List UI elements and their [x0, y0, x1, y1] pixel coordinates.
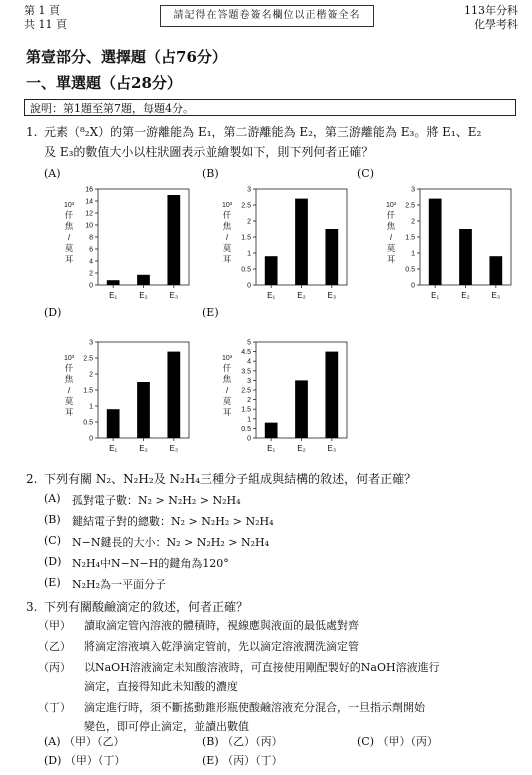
bar [459, 229, 472, 285]
y-axis-label: / [225, 232, 229, 242]
q2-option-text: N−N鍵長的大小：N₂ > N₂H₂ > N₂H₄ [72, 536, 269, 549]
y-tick-label: 1.5 [405, 234, 415, 242]
bar-chart [60, 185, 195, 303]
y-tick-label: 2 [247, 218, 251, 226]
q1-option-e[interactable]: (E) [202, 306, 219, 319]
y-tick-label: 0 [411, 282, 415, 290]
q1-stem-line2: 及 E₃的數值大小以柱狀圖表示並繪製如下，則下列何者正確？ [44, 145, 374, 159]
q3-option-text: （丙）（丁） [222, 754, 283, 767]
q3-statement-text: 讀取滴定管內溶液的體積時，視線應與液面的最低處對齊 [84, 619, 359, 632]
y-axis-label: 莫 [64, 243, 74, 253]
y-tick-label: 3 [411, 186, 415, 194]
y-axis-label: 10³ [221, 355, 233, 362]
y-tick-label: 1 [247, 416, 251, 424]
q3-statement-text: 將滴定溶液填入乾淨滴定管前，先以滴定溶液潤洗滴定管 [84, 640, 359, 653]
q2-option-text: 孤對電子數：N₂ > N₂H₂ > N₂H₄ [72, 494, 241, 507]
q1-stem-line1: 元素（⁸₂X）的第一游離能為 E₁，第二游離能為 E₂，第三游離能為 E₃。將 E₁、E₂ [44, 125, 482, 139]
bar-chart [218, 185, 353, 303]
q3-statement-label: （丙） [38, 661, 71, 674]
y-tick-label: 6 [89, 246, 93, 254]
q3-option[interactable] [44, 752, 125, 768]
section-title: 一、單選題（占28分） [26, 74, 182, 92]
y-axis-label: 仟 [386, 210, 396, 220]
y-tick-label: 0.5 [405, 266, 415, 274]
q1-option-a[interactable]: (A) [44, 167, 61, 180]
x-tick-label: E₂ [461, 291, 470, 300]
y-tick-label: 1.5 [83, 387, 93, 395]
y-tick-label: 2 [89, 371, 93, 379]
y-axis-label: 耳 [222, 407, 232, 417]
q3-option-label: (B) [202, 735, 223, 748]
x-tick-label: E₃ [169, 291, 179, 300]
y-axis-label: 焦 [222, 221, 232, 231]
x-tick-label: E₃ [327, 444, 337, 453]
bar [489, 256, 502, 285]
y-tick-label: 1 [411, 250, 415, 258]
chart-option-d [60, 338, 195, 456]
q3-option-text: （甲）（丙） [377, 735, 438, 748]
q3-option[interactable] [202, 733, 283, 749]
y-axis-label: 10³ [385, 202, 397, 209]
q3-option-text: （甲）（丁） [64, 754, 126, 767]
q3-option-text: （甲）（乙） [64, 735, 125, 748]
y-tick-label: 1 [247, 250, 251, 258]
y-axis-label: 仟 [222, 363, 232, 373]
y-tick-label: 14 [85, 198, 93, 206]
exam-subject: 化學考科 [474, 18, 518, 31]
bar [137, 382, 150, 438]
y-axis-label: 10³ [221, 202, 233, 209]
y-axis-label: 焦 [222, 374, 232, 384]
y-tick-label: 12 [85, 210, 93, 218]
bar [265, 256, 278, 285]
q3-statement-text: 變色，即可停止滴定，並讀出數值 [84, 720, 249, 733]
x-tick-label: E₂ [139, 444, 148, 453]
q3-option-text: （乙）（丙） [222, 735, 283, 748]
q3-stem: 下列有關酸鹼滴定的敘述，何者正確？ [44, 600, 249, 614]
y-tick-label: 5 [247, 339, 251, 347]
q1-number: 1. [26, 125, 38, 139]
y-tick-label: 4.5 [241, 349, 251, 357]
chart-option-b [218, 185, 353, 303]
y-tick-label: 3 [247, 186, 251, 194]
y-tick-label: 0 [247, 282, 251, 290]
x-tick-label: E₃ [169, 444, 179, 453]
y-tick-label: 1.5 [241, 234, 251, 242]
y-tick-label: 2.5 [405, 202, 415, 210]
q3-option[interactable] [202, 752, 283, 768]
y-tick-label: 2.5 [83, 355, 93, 363]
q3-option-label: (A) [44, 735, 65, 748]
bar [295, 199, 308, 285]
x-tick-label: E₁ [431, 291, 440, 300]
q1-option-c[interactable]: (C) [357, 167, 374, 180]
instructions-box: 說明：第1題至第7題，每題4分。 [24, 99, 516, 116]
exam-year: 113年分科 [464, 4, 518, 17]
q2-option-label[interactable]: (C) [44, 534, 61, 547]
chart-option-a [60, 185, 195, 303]
y-tick-label: 3 [89, 339, 93, 347]
y-tick-label: 2 [411, 218, 415, 226]
signature-notice: 請記得在答題卷簽名欄位以正楷簽全名 [160, 5, 374, 27]
q1-option-b[interactable]: (B) [202, 167, 219, 180]
q1-option-d[interactable]: (D) [44, 306, 62, 319]
bar [325, 229, 338, 285]
q2-option-label[interactable]: (B) [44, 513, 61, 526]
q2-stem: 下列有關 N₂、N₂H₂及 N₂H₄三種分子組成與結構的敘述，何者正確？ [44, 472, 417, 486]
x-tick-label: E₁ [109, 444, 118, 453]
part-title: 第壹部分、選擇題（占76分） [26, 48, 227, 66]
bar [265, 423, 278, 438]
y-axis-label: 莫 [222, 396, 232, 406]
x-tick-label: E₂ [139, 291, 148, 300]
bar [325, 352, 338, 438]
y-tick-label: 16 [85, 186, 93, 194]
y-axis-label: 10³ [63, 355, 75, 362]
x-tick-label: E₂ [297, 291, 306, 300]
bar [107, 280, 120, 285]
q3-number: 3. [26, 600, 38, 614]
y-axis-label: 耳 [64, 407, 74, 417]
q2-option-label[interactable]: (D) [44, 555, 62, 568]
q2-option-text: N₂H₄中N−N−H的鍵角為120° [72, 557, 229, 570]
q3-option[interactable] [44, 733, 125, 749]
y-axis-label: / [67, 385, 71, 395]
bar [167, 352, 180, 438]
page-number: 第 1 頁 [24, 4, 60, 17]
q2-option-label[interactable]: (E) [44, 576, 61, 589]
q3-option-label: (E) [202, 754, 223, 767]
y-tick-label: 0.5 [241, 266, 251, 274]
bar [429, 199, 442, 285]
y-tick-label: 2 [89, 270, 93, 278]
x-tick-label: E₁ [109, 291, 118, 300]
x-tick-label: E₁ [267, 291, 276, 300]
bar [167, 195, 180, 285]
y-axis-label: 10³ [63, 202, 75, 209]
q3-statement-text: 以NaOH溶液滴定未知酸溶液時，可直接使用剛配製好的NaOH溶液進行 [84, 661, 440, 674]
y-tick-label: 3 [247, 377, 251, 385]
y-axis-label: 耳 [222, 254, 232, 264]
y-tick-label: 4 [247, 358, 251, 366]
x-tick-label: E₂ [297, 444, 306, 453]
q3-statement-text: 滴定，直接得知此未知酸的濃度 [84, 680, 238, 693]
y-axis-label: 耳 [386, 254, 396, 264]
bar-chart [218, 338, 353, 456]
bar [107, 409, 120, 438]
y-axis-label: / [67, 232, 71, 242]
y-tick-label: 0.5 [241, 425, 251, 433]
q3-statement-text: 滴定進行時，須不斷搖動錐形瓶使酸鹼溶液充分混合，一旦指示劑開始 [84, 701, 425, 714]
y-axis-label: 莫 [386, 243, 396, 253]
y-tick-label: 1.5 [241, 406, 251, 414]
page-total: 共 11 頁 [24, 18, 67, 31]
q2-option-text: 鍵結電子對的總數：N₂ > N₂H₂ > N₂H₄ [72, 515, 274, 528]
q3-option[interactable] [357, 733, 438, 749]
y-tick-label: 1 [89, 403, 93, 411]
q3-statement-label: （乙） [38, 640, 71, 653]
x-tick-label: E₃ [327, 291, 337, 300]
y-axis-label: 莫 [222, 243, 232, 253]
y-axis-label: 仟 [64, 363, 74, 373]
y-tick-label: 10 [85, 222, 93, 230]
y-tick-label: 0 [247, 435, 251, 443]
y-tick-label: 2.5 [241, 202, 251, 210]
q2-number: 2. [26, 472, 38, 486]
y-tick-label: 4 [89, 258, 93, 266]
bar-chart [382, 185, 517, 303]
y-tick-label: 8 [89, 234, 93, 242]
q3-statement-label: （甲） [38, 619, 71, 632]
y-axis-label: 仟 [64, 210, 74, 220]
y-axis-label: 耳 [64, 254, 74, 264]
q2-option-text: N₂H₂為一平面分子 [72, 578, 167, 591]
bar [295, 380, 308, 438]
y-axis-label: 仟 [222, 210, 232, 220]
y-axis-label: 焦 [64, 374, 74, 384]
bar [137, 275, 150, 285]
y-axis-label: / [225, 385, 229, 395]
x-tick-label: E₁ [267, 444, 276, 453]
y-axis-label: 莫 [64, 396, 74, 406]
chart-option-e [218, 338, 353, 456]
y-tick-label: 3.5 [241, 368, 251, 376]
bar-chart [60, 338, 195, 456]
q2-option-label[interactable]: (A) [44, 492, 61, 505]
y-tick-label: 2.5 [241, 387, 251, 395]
y-axis-label: 焦 [64, 221, 74, 231]
q3-statement-label: （丁） [38, 701, 71, 714]
y-tick-label: 0 [89, 435, 93, 443]
q3-option-label: (C) [357, 735, 378, 748]
y-axis-label: 焦 [386, 221, 396, 231]
chart-option-c [382, 185, 517, 303]
y-tick-label: 0.5 [83, 419, 93, 427]
y-tick-label: 2 [247, 397, 251, 405]
q3-option-label: (D) [44, 754, 65, 767]
y-tick-label: 0 [89, 282, 93, 290]
y-axis-label: / [389, 232, 393, 242]
x-tick-label: E₃ [491, 291, 501, 300]
